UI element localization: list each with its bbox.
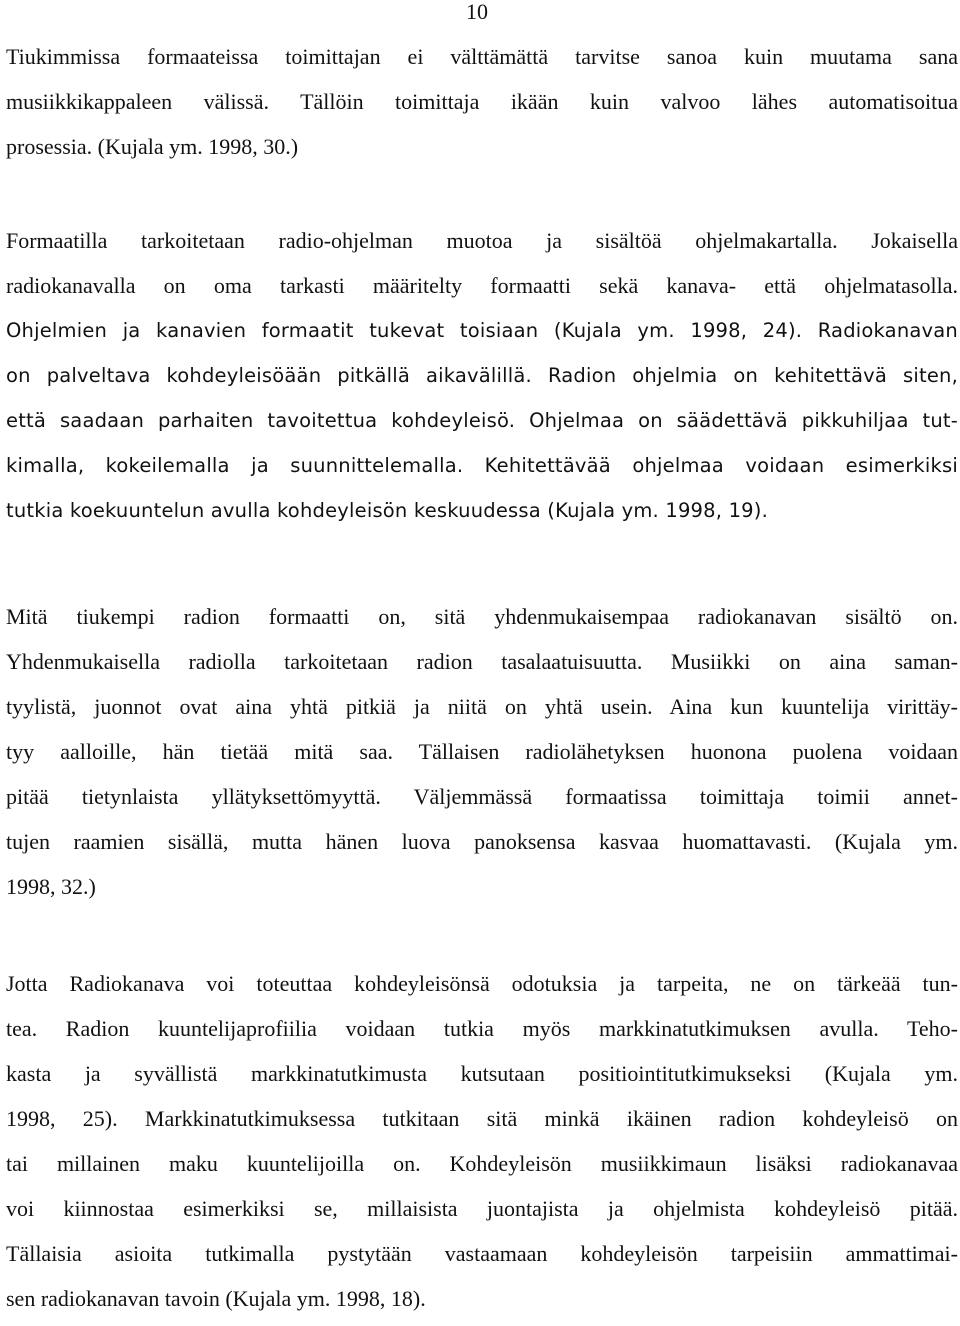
text-line: sen radiokanavan tavoin (Kujala ym. 1998, 18). [6, 1286, 426, 1311]
text-line: pitää tietynlaista yllätyksettömyyttä. Väljemmässä formaatissa toimittaja toimii annet- [6, 784, 958, 809]
page-number: 10 [466, 0, 488, 24]
text-line: Mitä tiukempi radion formaatti on, sitä yhdenmukaisempaa radiokanavan sisältö on. [6, 604, 958, 629]
text-line: tea. Radion kuuntelijaprofiilia voidaan tutkia myös markkinatutkimuksen avulla. Teho- [6, 1016, 958, 1041]
text-line: Ohjelmien ja kanavien formaatit tukevat toisiaan (Kujala ym. 1998, 24). Radiokanavan [6, 319, 958, 342]
paragraph-4 [6, 961, 958, 1321]
text-line: että saadaan parhaiten tavoitettua kohdeyleisö. Ohjelmaa on säädettävä pikkuhiljaa tut- [6, 409, 958, 432]
text-line: radiokanavalla on oma tarkasti määritelty formaatti sekä kanava- että ohjelmatasolla. [6, 273, 958, 298]
text-line: Tiukimmissa formaateissa toimittajan ei välttämättä tarvitse sanoa kuin muutama sana [6, 44, 958, 69]
text-line: 1998, 32.) [6, 874, 96, 899]
text-line: tai millainen maku kuuntelijoilla on. Kohdeyleisön musiikkimaun lisäksi radiokanavaa [6, 1151, 958, 1176]
paragraph-2 [6, 218, 958, 533]
text-line: on palveltava kohdeyleisöään pitkällä aikavälillä. Radion ohjelmia on kehitettävä siten, [6, 364, 958, 387]
paragraph-3 [6, 594, 958, 909]
text-line: tutkia koekuuntelun avulla kohdeyleisön keskuudessa (Kujala ym. 1998, 19). [6, 499, 768, 522]
text-line: prosessia. (Kujala ym. 1998, 30.) [6, 134, 299, 159]
text-line: kasta ja syvällistä markkinatutkimusta kutsutaan positiointitutkimukseksi (Kujala ym. [6, 1061, 958, 1086]
text-line: musiikkikappaleen välissä. Tällöin toimittaja ikään kuin valvoo lähes automatisoitua [6, 89, 958, 114]
paragraph-1 [6, 34, 958, 169]
text-line: Jotta Radiokanava voi toteuttaa kohdeyleisönsä odotuksia ja tarpeita, ne on tärkeää tun- [6, 971, 958, 996]
text-line: tyy aalloille, hän tietää mitä saa. Tällaisen radiolähetyksen huonona puolena voidaan [6, 739, 958, 764]
text-line: kimalla, kokeilemalla ja suunnittelemalla. Kehitettävää ohjelmaa voidaan esimerkiksi [6, 454, 958, 477]
text-line: Tällaisia asioita tutkimalla pystytään vastaamaan kohdeyleisön tarpeisiin ammattimai- [6, 1241, 958, 1266]
text-line: 1998, 25). Markkinatutkimuksessa tutkitaan sitä minkä ikäinen radion kohdeyleisö on [6, 1106, 958, 1131]
text-line: voi kiinnostaa esimerkiksi se, millaisista juontajista ja ohjelmista kohdeyleisö pitää. [6, 1196, 958, 1221]
text-line: Yhdenmukaisella radiolla tarkoitetaan radion tasalaatuisuutta. Musiikki on aina saman- [6, 649, 958, 674]
text-line: Formaatilla tarkoitetaan radio-ohjelman muotoa ja sisältöä ohjelmakartalla. Jokaisella [6, 228, 958, 253]
text-line: tujen raamien sisällä, mutta hänen luova panoksensa kasvaa huomattavasti. (Kujala ym. [6, 829, 958, 854]
text-line: tyylistä, juonnot ovat aina yhtä pitkiä ja niitä on yhtä usein. Aina kun kuuntelija virittäy- [6, 694, 958, 719]
